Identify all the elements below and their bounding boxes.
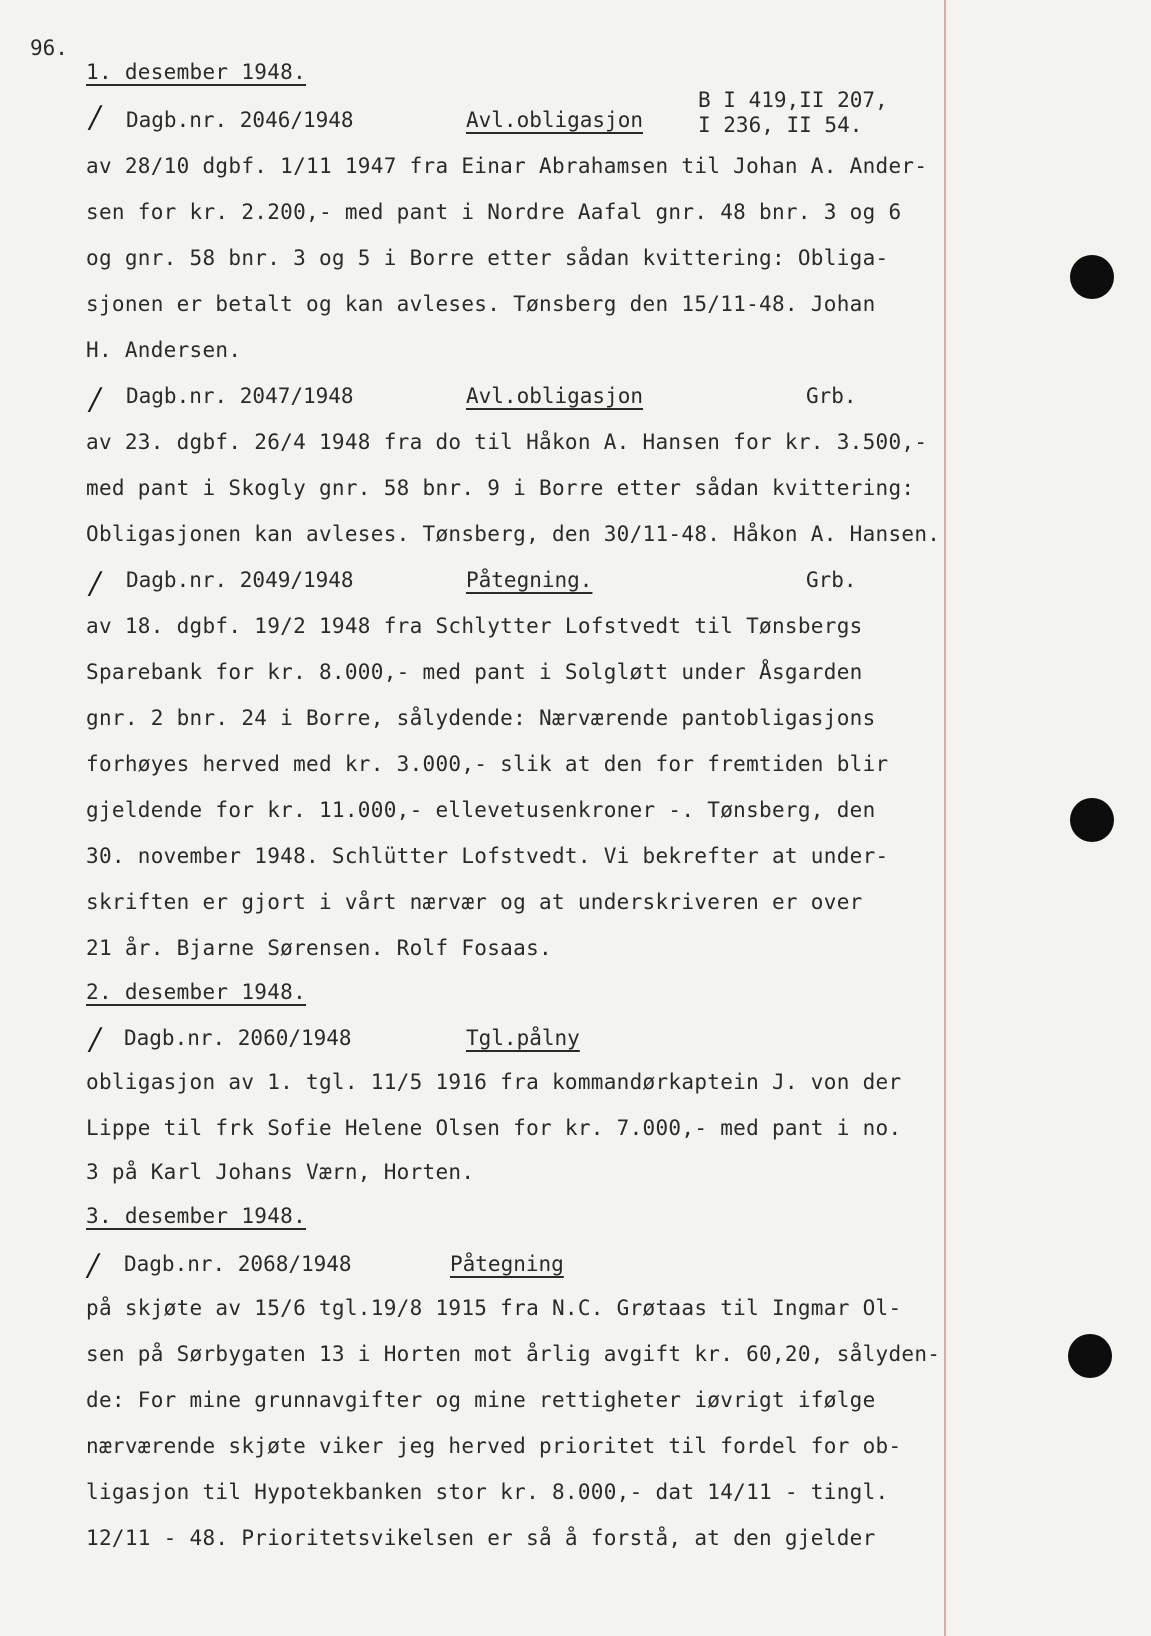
punch-hole <box>1068 1334 1112 1378</box>
text-line: ligasjon til Hypotekbanken stor kr. 8.000,- dat 14/11 - tingl. <box>86 1480 889 1504</box>
dagb-number: Dagb.nr. 2047/1948 <box>126 384 354 408</box>
register-reference: B I 419,II 207, <box>698 88 888 112</box>
text-line: 30. november 1948. Schlütter Lofstvedt. Vi bekrefter at under- <box>86 844 889 868</box>
text-line: gjeldende for kr. 11.000,- ellevetusenkroner -. Tønsberg, den <box>86 798 876 822</box>
register-reference: Grb. <box>806 384 857 408</box>
text-line: H. Andersen. <box>86 338 242 362</box>
text-line: og gnr. 58 bnr. 3 og 5 i Borre etter sådan kvittering: Obliga- <box>86 246 889 270</box>
text-line: Obligasjonen kan avleses. Tønsberg, den 30/11-48. Håkon A. Hansen. <box>86 522 941 546</box>
date-heading: 1. desember 1948. <box>86 60 307 84</box>
text-line: obligasjon av 1. tgl. 11/5 1916 fra kommandørkaptein J. von der <box>86 1070 902 1094</box>
check-mark: / <box>90 382 101 417</box>
entry-type: Avl.obligasjon <box>466 108 644 132</box>
entry-type: Tgl.pålny <box>466 1026 580 1050</box>
text-line: 12/11 - 48. Prioritetsvikelsen er så å forstå, at den gjelder <box>86 1526 876 1550</box>
text-line: skriften er gjort i vårt nærvær og at underskriveren er over <box>86 890 863 914</box>
check-mark: / <box>90 566 101 601</box>
entry-type: Påtegning <box>450 1252 564 1276</box>
entry-type: Avl.obligasjon <box>466 384 644 408</box>
page-number: 96. <box>30 36 68 60</box>
text-line: sen for kr. 2.200,- med pant i Nordre Aafal gnr. 48 bnr. 3 og 6 <box>86 200 902 224</box>
text-line: av 28/10 dgbf. 1/11 1947 fra Einar Abrahamsen til Johan A. Ander- <box>86 154 928 178</box>
text-line: Sparebank for kr. 8.000,- med pant i Solgløtt under Åsgarden <box>86 660 863 684</box>
dagb-number: Dagb.nr. 2060/1948 <box>124 1026 352 1050</box>
text-line: av 23. dgbf. 26/4 1948 fra do til Håkon A. Hansen for kr. 3.500,- <box>86 430 928 454</box>
text-line: sjonen er betalt og kan avleses. Tønsberg den 15/11-48. Johan <box>86 292 876 316</box>
dagb-number: Dagb.nr. 2046/1948 <box>126 108 354 132</box>
check-mark: / <box>88 1248 99 1283</box>
text-line: med pant i Skogly gnr. 58 bnr. 9 i Borre etter sådan kvittering: <box>86 476 915 500</box>
text-line: Lippe til frk Sofie Helene Olsen for kr. 7.000,- med pant i no. <box>86 1116 902 1140</box>
text-line: de: For mine grunnavgifter og mine rettigheter iøvrigt ifølge <box>86 1388 876 1412</box>
red-margin-line <box>944 0 946 1636</box>
text-line: 3 på Karl Johans Værn, Horten. <box>86 1160 475 1184</box>
text-line: nærværende skjøte viker jeg herved prioritet til fordel for ob- <box>86 1434 902 1458</box>
entry-type: Påtegning. <box>466 568 593 592</box>
register-reference: I 236, II 54. <box>698 113 863 137</box>
dagb-number: Dagb.nr. 2068/1948 <box>124 1252 352 1276</box>
check-mark: / <box>90 100 101 135</box>
dagb-number: Dagb.nr. 2049/1948 <box>126 568 354 592</box>
date-heading: 3. desember 1948. <box>86 1204 307 1228</box>
text-line: forhøyes herved med kr. 3.000,- slik at den for fremtiden blir <box>86 752 889 776</box>
text-line: av 18. dgbf. 19/2 1948 fra Schlytter Lofstvedt til Tønsbergs <box>86 614 863 638</box>
text-line: gnr. 2 bnr. 24 i Borre, sålydende: Nærværende pantobligasjons <box>86 706 876 730</box>
punch-hole <box>1070 798 1114 842</box>
date-heading: 2. desember 1948. <box>86 980 307 1004</box>
register-reference: Grb. <box>806 568 857 592</box>
text-line: 21 år. Bjarne Sørensen. Rolf Fosaas. <box>86 936 552 960</box>
punch-hole <box>1070 255 1114 299</box>
text-line: sen på Sørbygaten 13 i Horten mot årlig avgift kr. 60,20, sålyden- <box>86 1342 941 1366</box>
text-line: på skjøte av 15/6 tgl.19/8 1915 fra N.C. Grøtaas til Ingmar Ol- <box>86 1296 902 1320</box>
check-mark: / <box>90 1022 101 1057</box>
